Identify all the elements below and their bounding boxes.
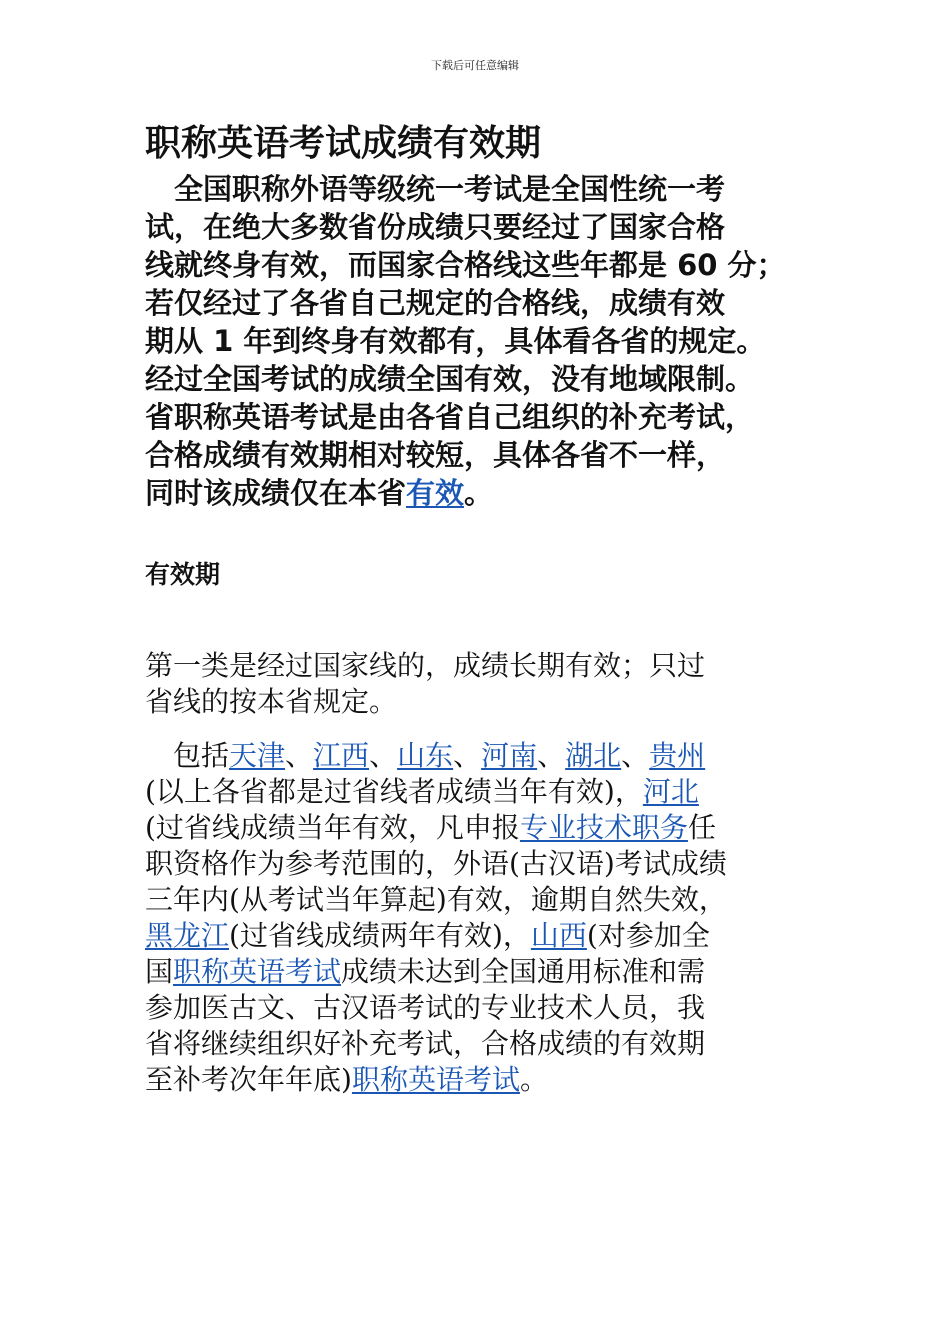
link-jiangxi[interactable]: 江西: [313, 739, 370, 772]
para-line: 第一类是经过国家线的，成绩长期有效；只过: [145, 649, 706, 682]
link-professional-title[interactable]: 专业技术职务: [519, 811, 688, 844]
para-text: 国: [145, 955, 174, 988]
para-text: (对参加全: [586, 919, 710, 952]
link-english-exam[interactable]: 职称英语考试: [351, 1063, 520, 1096]
link-youxiao[interactable]: 有效: [406, 476, 465, 510]
section-title: 有效期: [145, 560, 221, 589]
article-title: 职称英语考试成绩有效期: [145, 123, 542, 164]
para-text: (过省线成绩两年有效)，: [229, 919, 531, 952]
para-line: [145, 738, 835, 774]
para-text: (以上各省都是过省线者成绩当年有效)，: [145, 775, 643, 808]
para-line: 参加医古文、古汉语考试的专业技术人员，我: [145, 991, 706, 1024]
intro-paragraph: [145, 170, 835, 512]
link-hebei[interactable]: 河北: [642, 775, 699, 808]
separator: 、: [453, 739, 482, 772]
intro-text: 同时该成绩仅在本省: [145, 476, 407, 510]
para-text: 任: [687, 811, 716, 844]
paragraph-provinces: [145, 738, 835, 1098]
separator: 、: [369, 739, 398, 772]
para-line: 省线的按本省规定。: [145, 685, 398, 718]
separator: 、: [621, 739, 650, 772]
page-header: 下载后可任意编辑: [431, 59, 519, 72]
intro-line: 期从 1 年到终身有效都有，具体看各省的规定。: [145, 324, 766, 358]
para-text: 至补考次年年底): [145, 1063, 352, 1096]
para-line: [145, 918, 835, 954]
intro-line: 若仅经过了各省自己规定的合格线，成绩有效: [145, 286, 726, 320]
intro-line: 线就终身有效，而国家合格线这些年都是 60 分；: [145, 248, 786, 282]
intro-line: 经过全国考试的成绩全国有效，没有地域限制。: [145, 362, 755, 396]
link-tianjin[interactable]: 天津: [229, 739, 286, 772]
separator: 、: [285, 739, 314, 772]
para-line: 职资格作为参考范围的，外语(古汉语)考试成绩: [145, 847, 727, 880]
link-guizhou[interactable]: 贵州: [649, 739, 706, 772]
para-line: [145, 954, 835, 990]
separator: 、: [537, 739, 566, 772]
link-english-exam[interactable]: 职称英语考试: [173, 955, 342, 988]
para-text: 包括: [145, 739, 230, 772]
link-heilongjiang[interactable]: 黑龙江: [145, 919, 230, 952]
paragraph-first-category: [145, 648, 835, 720]
para-text: (过省线成绩当年有效，凡申报: [145, 811, 520, 844]
link-hubei[interactable]: 湖北: [565, 739, 622, 772]
para-text: 成绩未达到全国通用标准和需: [341, 955, 706, 988]
link-henan[interactable]: 河南: [481, 739, 538, 772]
para-line: [145, 774, 835, 810]
intro-text: 。: [464, 476, 494, 510]
link-shandong[interactable]: 山东: [397, 739, 454, 772]
article: [145, 118, 835, 1098]
intro-line: 全国职称外语等级统一考试是全国性统一考: [145, 172, 726, 206]
para-line: [145, 1062, 835, 1098]
intro-line-last: [145, 474, 835, 512]
para-text: 。: [519, 1063, 548, 1096]
para-line: 省将继续组织好补充考试，合格成绩的有效期: [145, 1027, 706, 1060]
para-line: 三年内(从考试当年算起)有效，逾期自然失效，: [145, 883, 727, 916]
intro-line: 省职称英语考试是由各省自己组织的补充考试，: [145, 400, 755, 434]
intro-line: 试，在绝大多数省份成绩只要经过了国家合格: [145, 210, 726, 244]
link-shanxi[interactable]: 山西: [530, 919, 587, 952]
para-line: [145, 810, 835, 846]
intro-line: 合格成绩有效期相对较短，具体各省不一样，: [145, 438, 726, 472]
